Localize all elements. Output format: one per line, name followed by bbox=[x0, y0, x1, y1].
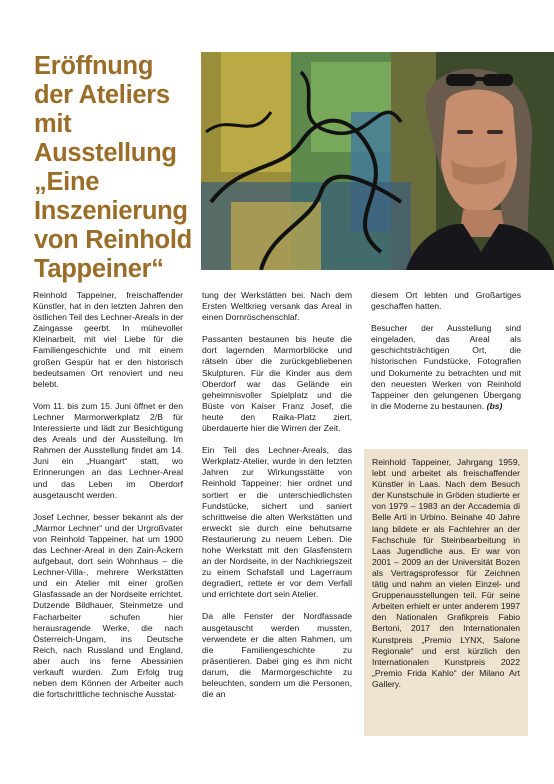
article-paragraph: diesem Ort lebten und Großartiges geschaffen hatten. bbox=[371, 290, 521, 312]
article-paragraph: Ein Teil des Lechner-Areals, das Werkplatz-Atelier, wurde in den letzten Jahren zur Wirkungsstätte von Reinhold Tappeiner: hier ordnet und sortiert er die unterschiedlichsten Fundstücke, sichert und saniert schrittweise die alten Werkstätten und erweckt sie durch eine behutsame Restaurierung zu neuem Leben. Die hohe Werkstatt mit den Glasfenstern an der Nordseite, in der Nachkriegszeit zu einem Schafstall und Lagerraum degradiert, rettete er vor dem Verfall und errichtete dort sein Atelier. bbox=[202, 445, 352, 600]
artist-bio-box bbox=[364, 449, 528, 736]
article-paragraph bbox=[371, 323, 521, 412]
article-paragraph: tung der Werkstätten bei. Nach dem Ersten Weltkrieg versank das Areal in einen Dornröschenschlaf. bbox=[202, 290, 352, 323]
article-paragraph: Da alle Fenster der Nordfassade ausgetauscht werden mussten, verwendete er die alten Rahmen, um die Familiengeschichte zu präsentieren. Dabei ging es ihm nicht darum, die Marmorgeschichte zu beleuchten, sondern um die Personen, die an bbox=[202, 611, 352, 700]
article-paragraph: Passanten bestaunen bis heute die dort lagernden Marmorblöcke und rätseln über die zurückgebliebenen Skulpturen. Für die Kinder aus dem Oberdorf war das Gelände ein geheimnisvoller Spielplatz und die Büste von Kaiser Franz Josef, die heute den Raika-Platz ziert, überdauerte hier die Wirren der Zeit. bbox=[202, 334, 352, 434]
article-column-1 bbox=[33, 290, 183, 711]
article-column-2 bbox=[202, 290, 352, 711]
artist-bio-text: Reinhold Tappeiner, Jahrgang 1959, lebt und arbeitet als freischaffender Künstler in Laas. Nach dem Besuch der Kunstschule in Gröden studierte er von 1979 – 1983 an der Accademia di Belle Arti in Urbino. Beinahe 40 Jahre lang bildete er als Fachlehrer an der Fachschule für Steinbearbeitung in Laas Jugendliche aus. Er war von 2001 – 2009 an der Universität Bozen als Vertragsprofessor für Zeichnen tätig und nahm an vielen Einzel- und Gruppenausstellungen teil. Für seine Arbeiten erhielt er unter anderem 1997 den Nationalen Grafikpreis Fabio Bertoni, 2017 den Internationalen Kunstpreis „Premio LYNX, Salone Regionale“ und erst kürzlich den Internationalen Kunstpreis 2022 „Premio Frida Kahlo“ der Milano Art Gallery. bbox=[372, 457, 520, 689]
headline: Eröffnung der Ateliers mit Ausstellung „Eine Inszenierung von Reinhold Tappeiner“ bbox=[34, 52, 192, 283]
article-column-3 bbox=[371, 290, 521, 423]
article-paragraph: Vom 11. bis zum 15. Juni öffnet er den Lechner Marmorwerkplatz 2/B für Interessierte und lädt zur Besichtigung des Areals und der Ausstellung. Im Rahmen der Ausstellung findet am 14. Juni ein „Huangart“ statt, wo Erinnerungen an das Lechner-Areal und das Leben im Oberdorf ausgetauscht werden. bbox=[33, 400, 183, 500]
artist-photo bbox=[201, 52, 554, 270]
article-paragraph-text: Besucher der Ausstellung sind eingeladen, das Areal als geschichtsträchtigen Ort, die historischen Fundstücke, Fotografien und Dokumente zu betrachten und mit den neuesten Werken von Reinhold Tappeiner den gelungenen Übergang in die Moderne zu bestaunen. bbox=[371, 323, 521, 411]
article-paragraph: Reinhold Tappeiner, freischaffender Künstler, hat in den letzten Jahren den östlichen Teil des Lechner-Areals in der Zaingasse geerbt. In mühevoller Kleinarbeit, mit viel Liebe für die Familiengeschichte und mit einem großen Gespür hat er den historisch bedeutsamen Ort renoviert und neu belebt. bbox=[33, 290, 183, 389]
article-paragraph: Josef Lechner, besser bekannt als der „Marmor Lechner“ und der Urgroßvater von Reinhold Tappeiner, hat um 1900 das Lechner-Areal in den Zain-Äckern aufgebaut, dort sein Wohnhaus – die Lechner-Villa-, mehrere Werkstätten und ein Atelier mit einer großen Glasfassade an der Nordseite errichtet. Dutzende Bildhauer, Steinmetze und Facharbeiter schufen hier herausragende Werke, die nach Österreich-Ungarn, ins Deutsche Reich, nach Russland und England, aber auch ins ferne Abessinien verkauft wurden. Zum Erfolg trug neben dem Können der Arbeiter auch die fortschrittliche technische Ausstat- bbox=[33, 511, 183, 700]
author-initials: (bs) bbox=[486, 400, 503, 411]
